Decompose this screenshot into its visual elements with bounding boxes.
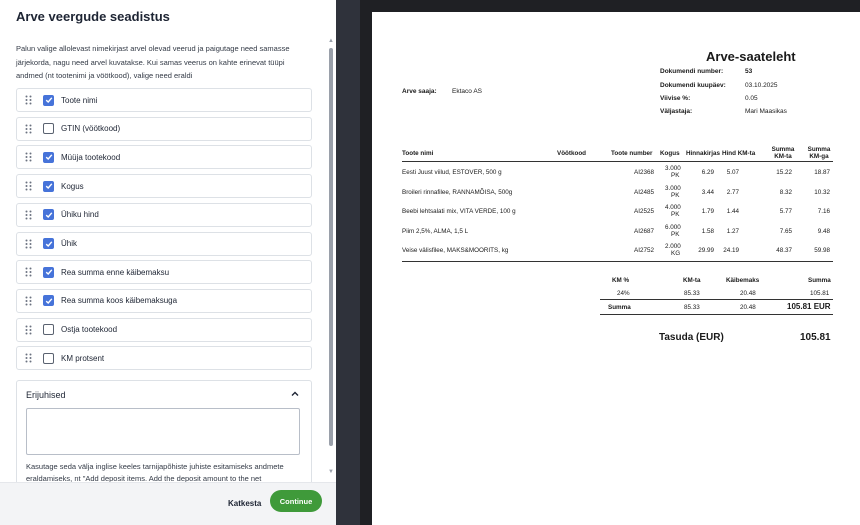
- special-instructions-input[interactable]: [26, 408, 300, 455]
- intro-text: Palun valige allolevast nimekirjast arvel olevad veerud ja paigutage need samasse järjekorda, nagu need arvel kuvatakse. Kui samas veerus on kahte erinevat tüüpi andmed (nt tootenimi ja vöötkood), valige need eraldi: [16, 44, 290, 80]
- column-label: Rea summa enne käibemaksu: [61, 267, 170, 277]
- summary-tax: 20.48: [740, 290, 756, 297]
- meta-label: Väljastaja:: [660, 108, 693, 115]
- column-label: Müüja tootekood: [61, 152, 121, 162]
- meta-value: 53: [745, 68, 753, 75]
- table-bottom-rule: [402, 261, 833, 262]
- row-qty: 3.000: [665, 165, 681, 172]
- column-checkbox[interactable]: [43, 238, 54, 249]
- meta-value: 0.05: [745, 95, 758, 102]
- col-header-barcode: Vöötkood: [557, 150, 587, 157]
- drag-handle-icon[interactable]: [17, 239, 39, 249]
- summary-vat: 24%: [617, 290, 630, 297]
- scroll-up-arrow-icon[interactable]: ▲: [328, 38, 334, 44]
- meta-label: Dokumendi kuupäev:: [660, 82, 726, 89]
- column-label: Rea summa koos käibemaksuga: [61, 296, 178, 306]
- row-name: Broileri rinnafilee, RANNAMÕISA, 500g: [402, 188, 513, 196]
- column-item[interactable]: [16, 318, 312, 342]
- row-name: Piim 2,5%, ALMA, 1,5 L: [402, 227, 469, 235]
- row-sum-net: 8.32: [779, 188, 792, 196]
- row-unit: PK: [671, 211, 680, 218]
- meta-value: 03.10.2025: [745, 82, 778, 89]
- row-sum-net: 15.22: [776, 169, 792, 176]
- column-item[interactable]: [16, 145, 312, 169]
- row-number: AI2525: [634, 208, 654, 215]
- column-label: KM protsent: [61, 353, 105, 363]
- summary-header-total: Summa: [808, 277, 831, 284]
- summary-header-vat: KM %: [612, 277, 630, 284]
- panel-scroll-area[interactable]: [0, 38, 336, 482]
- row-qty: 3.000: [665, 184, 681, 192]
- col-header-number: Toote number: [611, 150, 653, 157]
- meta-label: Dokumendi number:: [660, 68, 724, 75]
- row-price: 2.77: [726, 188, 739, 196]
- amount-due-label: Tasuda (EUR): [659, 332, 724, 343]
- col-header-name: Toote nimi: [402, 150, 434, 157]
- column-checkbox[interactable]: [43, 95, 54, 106]
- column-label: Toote nimi: [61, 95, 98, 105]
- drag-handle-icon[interactable]: [17, 181, 39, 191]
- row-list-price: 1.79: [701, 208, 714, 215]
- row-sum-net: 48.37: [776, 247, 792, 254]
- panel-gutter: [336, 0, 360, 525]
- amount-due-value: 105.81: [800, 332, 831, 343]
- column-label: Ühik: [61, 239, 78, 248]
- row-list-price: 3.44: [701, 188, 714, 196]
- summary-rule: [600, 299, 833, 300]
- column-checkbox[interactable]: [43, 152, 54, 163]
- scrollbar[interactable]: [328, 38, 334, 482]
- column-item[interactable]: [16, 232, 312, 256]
- col-header-price: Hind KM-ta: [722, 150, 756, 157]
- row-sum-gross: 18.87: [814, 169, 830, 176]
- meta-value: Mari Maasikas: [745, 108, 787, 115]
- row-sum-gross: 59.98: [814, 247, 830, 254]
- special-instructions-section: [16, 380, 312, 482]
- col-header-qty: Kogus: [660, 150, 680, 157]
- row-number: AI2752: [634, 247, 654, 254]
- summary-total-net: 85.33: [684, 304, 700, 311]
- row-number: AI2368: [634, 169, 654, 176]
- column-item[interactable]: [16, 203, 312, 227]
- column-item[interactable]: [16, 289, 312, 313]
- summary-header-net: KM-ta: [683, 277, 701, 284]
- row-qty: 4.000: [665, 204, 681, 211]
- row-list-price: 6.29: [701, 169, 714, 176]
- column-item[interactable]: [16, 346, 312, 370]
- row-qty: 2.000: [665, 243, 681, 250]
- drag-handle-icon[interactable]: [17, 353, 39, 363]
- column-checkbox[interactable]: [43, 324, 54, 335]
- drag-handle-icon[interactable]: [17, 325, 39, 335]
- row-unit: PK: [671, 230, 680, 238]
- drag-handle-icon[interactable]: [17, 296, 39, 306]
- row-price: 1.44: [726, 208, 739, 215]
- column-checkbox[interactable]: [43, 267, 54, 278]
- meta-label: Viivise %:: [660, 95, 691, 102]
- col-header-sum-gross: Summa KM-ga: [807, 146, 831, 160]
- column-item[interactable]: [16, 88, 312, 112]
- column-checkbox[interactable]: [43, 123, 54, 134]
- row-unit: PK: [671, 191, 680, 199]
- row-name: Beebi lehtsalati mix, VITA VERDE, 100 g: [402, 208, 516, 215]
- row-name: Eesti Juust viilud, ESTOVER, 500 g: [402, 169, 502, 176]
- scroll-down-arrow-icon[interactable]: ▼: [328, 469, 334, 475]
- row-price: 5.07: [726, 169, 739, 176]
- summary-header-tax: Käibemaks: [726, 277, 760, 284]
- chevron-up-icon[interactable]: [289, 388, 301, 400]
- row-number: AI2687: [634, 227, 654, 235]
- cancel-button[interactable]: Katkesta: [222, 493, 267, 515]
- row-name: Veise välisfilee, MAKS&MOORITS, kg: [402, 247, 509, 254]
- column-checkbox[interactable]: [43, 181, 54, 192]
- row-sum-gross: 7.16: [817, 208, 830, 215]
- special-instructions-title[interactable]: Erijuhised: [26, 390, 66, 400]
- row-number: AI2485: [634, 188, 654, 196]
- row-sum-net: 7.65: [779, 227, 792, 235]
- row-list-price: 1.58: [701, 227, 714, 235]
- row-sum-gross: 10.32: [814, 188, 830, 196]
- column-checkbox[interactable]: [43, 353, 54, 364]
- panel-footer: [0, 482, 336, 525]
- drag-handle-icon[interactable]: [17, 267, 39, 277]
- column-checkbox[interactable]: [43, 209, 54, 220]
- row-sum-gross: 9.48: [817, 227, 830, 235]
- column-item[interactable]: [16, 260, 312, 284]
- row-unit: PK: [671, 172, 680, 179]
- summary-bottom-rule: [600, 314, 833, 315]
- row-sum-net: 5.77: [779, 208, 792, 215]
- summary-total-amount: 105.81 EUR: [787, 302, 831, 311]
- invoice-title: Arve-saateleht: [706, 49, 796, 64]
- drag-handle-icon[interactable]: [17, 124, 39, 134]
- recipient-value: Ektaco AS: [452, 88, 482, 95]
- column-label: GTIN (vöötkood): [61, 124, 121, 134]
- summary-net: 85.33: [684, 290, 700, 297]
- column-item[interactable]: [16, 117, 312, 141]
- scrollbar-thumb[interactable]: [329, 48, 333, 446]
- row-price: 24.19: [723, 247, 739, 254]
- summary-total: 105.81: [810, 290, 830, 297]
- panel-title: Arve veergude seadistus: [16, 9, 170, 24]
- recipient-label: Arve saaja:: [402, 88, 437, 95]
- col-header-list-price: Hinnakirjas: [686, 150, 720, 157]
- summary-total-tax: 20.48: [740, 304, 756, 311]
- continue-button[interactable]: Continue: [270, 490, 322, 512]
- drag-handle-icon[interactable]: [17, 210, 39, 220]
- column-label: Ühiku hind: [61, 210, 99, 220]
- col-header-sum-net: Summa KM-ta: [771, 146, 795, 160]
- drag-handle-icon[interactable]: [17, 95, 39, 105]
- invoice-document: [372, 12, 860, 525]
- drag-handle-icon[interactable]: [17, 152, 39, 162]
- column-settings-panel: [0, 0, 336, 525]
- column-checkbox[interactable]: [43, 295, 54, 306]
- table-header-rule: [402, 161, 833, 162]
- row-unit: KG: [671, 250, 681, 257]
- column-item[interactable]: [16, 174, 312, 198]
- row-qty: 6.000: [665, 223, 681, 231]
- row-price: 1.27: [726, 227, 739, 235]
- summary-total-label: Summa: [608, 304, 631, 311]
- column-label: Kogus: [61, 181, 84, 191]
- row-list-price: 29.99: [698, 247, 714, 254]
- column-label: Ostja tootekood: [61, 325, 118, 335]
- special-instructions-help: Kasutage seda välja inglise keeles tarnijapõhiste juhiste esitamiseks andmete eraldamiseks, nt "Add deposit items. Add the deposit amount to the net: [26, 462, 284, 482]
